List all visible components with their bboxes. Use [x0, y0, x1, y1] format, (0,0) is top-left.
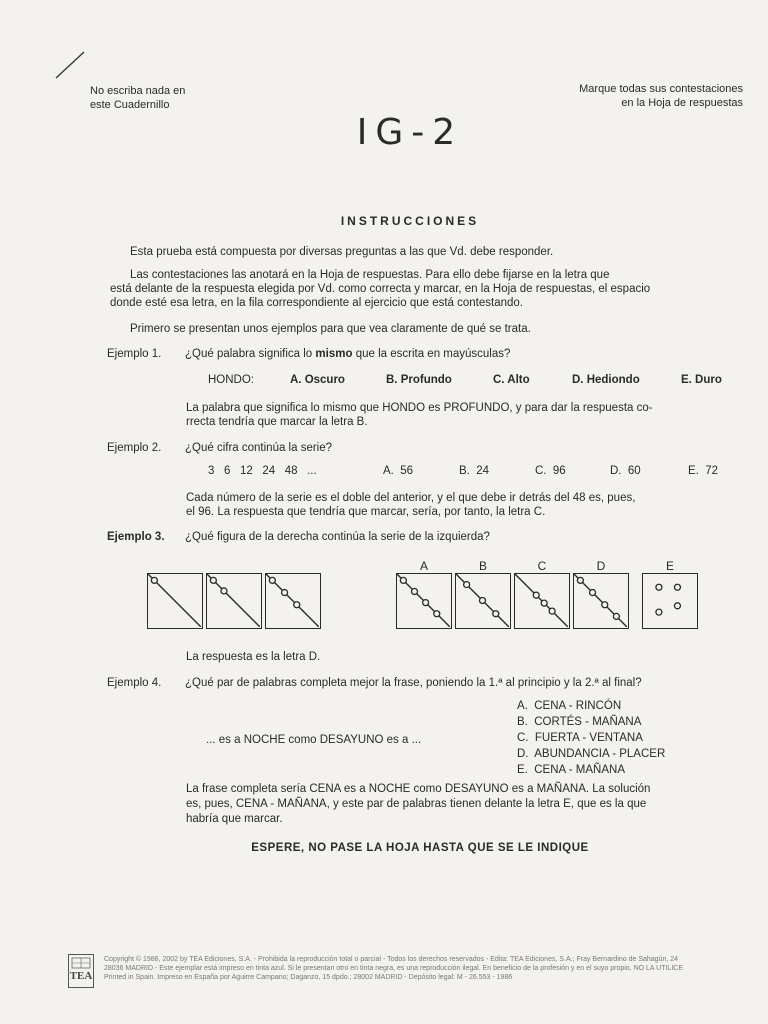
instructions-p1: Esta prueba está compuesta por diversas preguntas a las que Vd. debe responder.: [130, 246, 554, 258]
option-figure-a-drawing: [397, 574, 450, 627]
option-figure-c-dot-1: [533, 592, 539, 598]
example2-label: Ejemplo 2.: [107, 442, 162, 454]
footer-copyright: [104, 955, 752, 982]
wait-notice: ESPERE, NO PASE LA HOJA HASTA QUE SE LE INDIQUE: [251, 842, 589, 854]
option-figure-b-dot-1: [464, 582, 470, 588]
option-figure-b: [455, 573, 511, 629]
example1-label: Ejemplo 1.: [107, 348, 162, 360]
example2-explanation-line1: Cada número de la serie es el doble del anterior, y el que debe ir detrás del 48 es, pues,: [186, 492, 636, 504]
example4-explanation-line3: habría que marcar.: [186, 813, 283, 825]
example1-explanation-line1: La palabra que significa lo mismo que HONDO es PROFUNDO, y para dar la respuesta co-: [186, 402, 653, 414]
example1-option-d: D. Hediondo: [572, 374, 640, 386]
option-figure-d-dot-1: [577, 577, 583, 583]
tea-logo: [68, 954, 94, 988]
series-figure-1-drawing: [148, 574, 201, 627]
test-title: IG-2: [356, 112, 464, 153]
example1-question-b: mismo: [315, 348, 353, 360]
series-figure-1: [147, 573, 203, 629]
example1-explanation-line2: rrecta tendría que marcar la letra B.: [186, 416, 368, 428]
option-figure-d-dot-4: [613, 613, 619, 619]
example2-option-b: B. 24: [459, 465, 490, 477]
header-right-line1: Marque todas sus contestaciones: [579, 83, 743, 95]
example2-explanation-line2: el 96. La respuesta que tendría que marcar, sería, por tanto, la letra C.: [186, 506, 546, 518]
example1-option-c: C. Alto: [493, 374, 530, 386]
option-figure-c-dot-3: [549, 608, 555, 614]
option-figure-e-drawing: [643, 574, 696, 627]
instructions-p2-line3: donde esté esa letra, en la fila correspondiente al ejercicio que está contestando.: [110, 297, 523, 309]
option-figure-e-dot-3: [656, 609, 662, 615]
option-figure-label-c: C: [537, 559, 547, 573]
series-figure-2-dot-2: [221, 588, 227, 594]
tea-logo-emblem-icon: [69, 956, 93, 970]
example1-question-a: ¿Qué palabra significa lo: [185, 348, 313, 360]
option-figure-e-dot-4: [674, 603, 680, 609]
header-right: [470, 82, 743, 110]
option-figure-e: [642, 573, 698, 629]
series-figure-3-drawing: [266, 574, 319, 627]
option-figure-d-dot-3: [602, 602, 608, 608]
example1-option-a: A. Oscuro: [290, 374, 345, 386]
example2-option-d: D. 60: [610, 465, 641, 477]
option-figure-a-dot-3: [423, 600, 429, 606]
option-figure-c-dot-2: [541, 600, 547, 606]
example4-option-d: D. ABUNDANCIA - PLACER: [517, 748, 666, 760]
example1-question-c: que la escrita en mayúsculas?: [355, 348, 511, 360]
example4-label: Ejemplo 4.: [107, 677, 162, 689]
example4-stem: ... es a NOCHE como DESAYUNO es a ...: [206, 734, 422, 746]
series-figure-2-dot-1: [210, 577, 216, 583]
example4-explanation-line1: La frase completa sería CENA es a NOCHE como DESAYUNO es a MAÑANA. La solución: [186, 783, 651, 795]
instructions-p3: Primero se presentan unos ejemplos para que vea claramente de qué se trata.: [130, 323, 531, 335]
header-left-line1: No escriba nada en: [90, 85, 186, 97]
option-figure-c-drawing: [515, 574, 568, 627]
example1-question: [185, 347, 745, 362]
pen-mark-icon: [52, 48, 88, 82]
example1-option-b: B. Profundo: [386, 374, 452, 386]
instructions-p2-line2: está delante de la respuesta elegida por Vd. como correcta y marcar, en la Hoja de respuestas, el espacio: [110, 283, 651, 295]
example4-option-b: B. CORTÉS - MAÑANA: [517, 716, 642, 728]
series-figure-2-drawing: [207, 574, 260, 627]
option-figure-c-diagonal: [515, 574, 568, 627]
option-figure-b-drawing: [456, 574, 509, 627]
example2-series: 3 6 12 24 48 ...: [208, 465, 317, 477]
footer-line2: 28036 MADRID - Este ejemplar está impreso en tinta azul. Si le presentan otro en tinta negra, es una reproducción ilegal. En beneficio de la profesión y en el suyo propio, NO LA UTILICE: [104, 965, 683, 972]
option-figure-a: [396, 573, 452, 629]
example4-option-a: A. CENA - RINCÓN: [517, 700, 622, 712]
example4-question: ¿Qué par de palabras completa mejor la frase, poniendo la 1.ª al principio y la 2.ª al final?: [185, 677, 642, 689]
example4-option-c: C. FUERTA - VENTANA: [517, 732, 643, 744]
option-figure-a-dot-1: [400, 577, 406, 583]
series-figure-3-dot-1: [269, 577, 275, 583]
header-right-line2: en la Hoja de respuestas: [621, 97, 743, 109]
instructions-heading: INSTRUCCIONES: [340, 214, 480, 228]
option-figure-label-d: D: [596, 559, 606, 573]
option-figure-label-b: B: [478, 559, 487, 573]
header-left-line2: este Cuadernillo: [90, 99, 170, 111]
option-figure-d: [573, 573, 629, 629]
example4-option-e: E. CENA - MAÑANA: [517, 764, 625, 776]
example3-answer: La respuesta es la letra D.: [186, 651, 321, 663]
option-figure-e-dot-1: [656, 584, 662, 590]
option-figure-b-dot-3: [493, 611, 499, 617]
example4-explanation-line2: es, pues, CENA - MAÑANA, y este par de palabras tienen delante la letra E, que es la que: [186, 798, 647, 810]
option-figure-a-dot-4: [434, 611, 440, 617]
series-figure-3: [265, 573, 321, 629]
series-figure-3-dot-2: [282, 590, 288, 596]
option-figure-e-dot-2: [674, 584, 680, 590]
example2-option-a: A. 56: [383, 465, 414, 477]
option-figure-a-dot-2: [411, 588, 417, 594]
option-figure-label-a: A: [419, 559, 428, 573]
example2-option-c: C. 96: [535, 465, 566, 477]
series-figure-2: [206, 573, 262, 629]
example1-stem: HONDO:: [208, 374, 254, 386]
footer-line1: Copyright © 1986, 2002 by TEA Ediciones, S.A. - Prohibida la reproducción total o parcial - Todos los derechos reservados - Edita: TEA Ediciones, S.A.; Fray Bernardino de Sahagún, 24: [104, 956, 679, 963]
instructions-p2-line1: Las contestaciones las anotará en la Hoja de respuestas. Para ello debe fijarse en la letra que: [130, 269, 610, 281]
option-figure-label-e: E: [665, 559, 674, 573]
option-figure-b-dot-2: [480, 598, 486, 604]
example1-option-e: E. Duro: [681, 374, 722, 386]
option-figure-c: [514, 573, 570, 629]
option-figure-d-dot-2: [590, 590, 596, 596]
series-figure-1-dot-1: [151, 577, 157, 583]
header-left: [90, 84, 270, 112]
series-figure-3-dot-3: [294, 602, 300, 608]
example2-option-e: E. 72: [688, 465, 719, 477]
example3-question: ¿Qué figura de la derecha continúa la serie de la izquierda?: [185, 531, 490, 543]
option-figure-d-drawing: [574, 574, 627, 627]
example2-question: ¿Qué cifra continúa la serie?: [185, 442, 333, 454]
example3-label: Ejemplo 3.: [107, 531, 165, 543]
tea-logo-text: TEA: [69, 970, 93, 982]
footer-line3: Printed in Spain. Impreso en España por Aguirre Campano; Daganzo, 15 dpdo.; 28002 MADRID - Depósito legal: M - 26.553 - 1986: [104, 974, 513, 981]
